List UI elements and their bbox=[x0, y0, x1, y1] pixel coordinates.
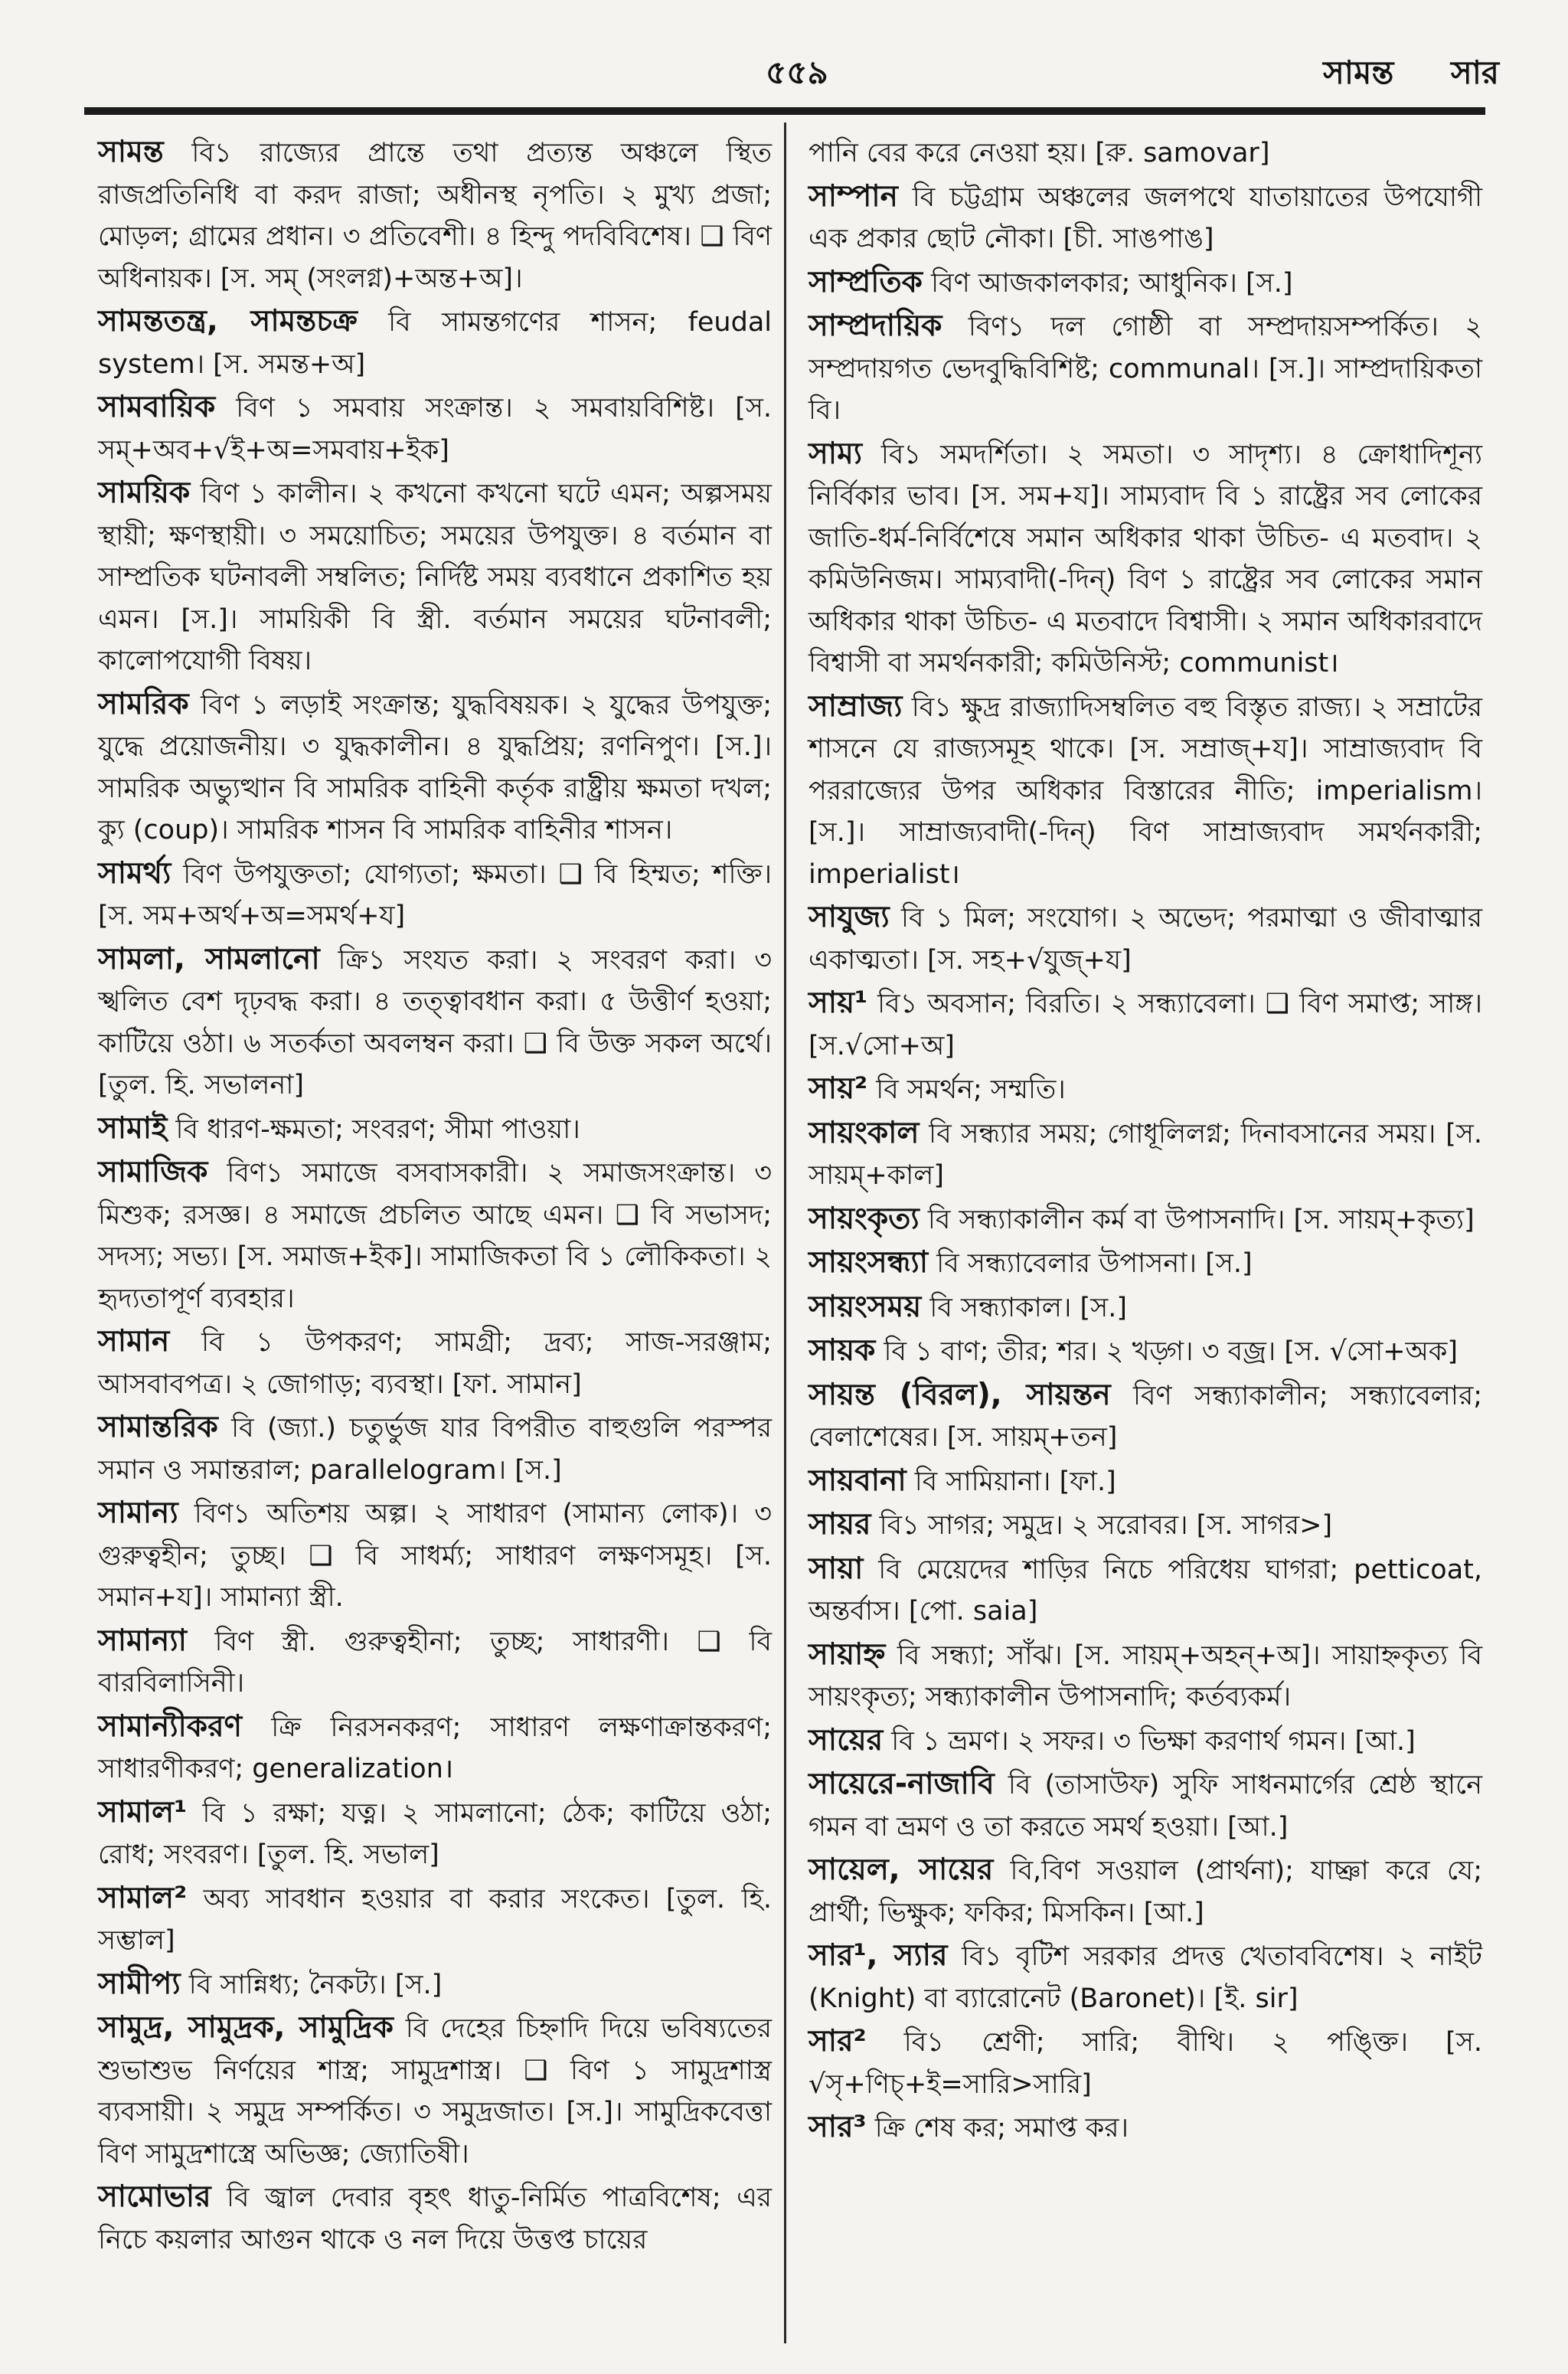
entry-headword: সার² bbox=[808, 2024, 867, 2058]
entry-headword: সার¹, স্যার bbox=[808, 1938, 948, 1973]
entry-headword: সায়েল, সায়ের bbox=[808, 1852, 994, 1887]
dictionary-entry bbox=[808, 433, 1482, 685]
entry-headword: সায়ন্ত (বিরল), সায়ন্তন bbox=[808, 1377, 1111, 1412]
entry-definition: বিণ১ দল গোষ্ঠী বা সম্প্রদায়সম্পর্কিত। ২ সম্প্রদায়গত ভেদবুদ্ধিবিশিষ্ট; communal। [স.]। সাম্প্রদায়িকতা বি। bbox=[808, 312, 1482, 426]
entry-definition: বি সন্ধ্যাকালীন কর্ম বা উপাসনাদি। [স. সায়ম্+কৃত্য] bbox=[919, 1204, 1475, 1235]
entry-definition: বিণ স্ত্রী. গুরুত্বহীনা; তুচ্ছ; সাধারণী। ❑ বি বারবিলাসিনী। bbox=[98, 1626, 772, 1699]
entry-definition: বি১ রাজ্যের প্রান্তে তথা প্রত্যন্ত অঞ্চলে স্থিত রাজপ্রতিনিধি বা করদ রাজা; অধীনস্থ নৃপতি। ২ মুখ্য প্রজা; মোড়ল; গ্রামের প্রধান। ৩ প্রতিবেশী। ৪ হিন্দু পদবিবিশেষ। ❑ বিণ অধিনায়ক। [স. সম্ (সংলগ্ন)+অন্ত+অ]। bbox=[98, 138, 772, 294]
entry-headword: সামলা, সামলানো bbox=[98, 941, 320, 976]
entry-headword: সায়ের bbox=[808, 1722, 884, 1758]
entry-headword: সামন্ত bbox=[98, 135, 164, 169]
dictionary-entry bbox=[98, 1321, 772, 1405]
entry-definition: বি সন্ধ্যা; সাঁঝ। [স. সায়ম্+অহন্+অ]। সায়াহ্নকৃত্য বি সায়ংকৃত্য; সন্ধ্যাকালীন উপাসনাদি; কর্তব্যকর্ম। bbox=[808, 1640, 1482, 1712]
dictionary-entry bbox=[808, 1242, 1482, 1285]
entry-headword: সায়া bbox=[808, 1551, 864, 1586]
entry-headword: সায়বানা bbox=[808, 1463, 906, 1498]
entry-headword: সাময়িক bbox=[98, 476, 191, 510]
entry-definition: বি (তাসাউফ) সুফি সাধনমার্গের শ্রেষ্ঠ স্থানে গমন বা ভ্রমণ ও তা করতে সমর্থ হওয়া। [আ.] bbox=[808, 1770, 1482, 1843]
dictionary-entry bbox=[98, 473, 772, 682]
page-header bbox=[0, 47, 1568, 101]
dictionary-entry bbox=[98, 1706, 772, 1790]
entry-definition: বি সন্ধ্যাকাল। [স.] bbox=[921, 1292, 1128, 1323]
entry-definition: বি১ ক্ষুদ্র রাজ্যাদিসম্বলিত বহু বিস্তৃত রাজ্য। ২ সম্রাটের শাসনে যে রাজ্যসমূহ থাকে। [স. সম্রাজ্+য]। সাম্রাজ্যবাদ বি পররাজ্যের উপর অধিকার বিস্তারের নীতি; imperialism। [স.]। সাম্রাজ্যবাদী(-দিন্) বিণ সাম্রাজ্যবাদ সমর্থনকারী; imperialist। bbox=[808, 692, 1482, 890]
entry-definition: ক্রি শেষ কর; সমাপ্ত কর। bbox=[866, 2113, 1129, 2143]
entry-headword: সামান্তরিক bbox=[98, 1410, 218, 1444]
header-rule bbox=[84, 107, 1485, 115]
entry-definition: বি১ অবসান; বিরতি। ২ সন্ধ্যাবেলা। ❑ বিণ সমাপ্ত; সাঙ্গ। [স.√সো+অ] bbox=[808, 989, 1482, 1061]
left-column bbox=[98, 132, 772, 2262]
entry-definition: বি১ সমদর্শিতা। ২ সমতা। ৩ সাদৃশ্য। ৪ ক্রোধাদিশূন্য নির্বিকার ভাব। [স. সম+য]। সাম্যবাদ বি ১ রাষ্ট্রের সব লোকের জাতি-ধর্ম-নির্বিশেষে সমান অধিকার থাকা উচিত- এ মতবাদ। ২ কমিউনিজম। সাম্যবাদী(-দিন্) বিণ ১ রাষ্ট্রের সব লোকের সমান অধিকার থাকা উচিত- এ মতবাদে বিশ্বাসী। ২ সমান অধিকারবাদে বিশ্বাসী বা সমর্থনকারী; কমিউনিস্ট; communist। bbox=[808, 439, 1482, 679]
entry-definition: বিণ ১ সমবায় সংক্রান্ত। ২ সমবায়বিশিষ্ট। [স. সম্+অব+√ই+অ=সমবায়+ইক] bbox=[98, 393, 772, 466]
entry-definition: বি১ শ্রেণী; সারি; বীথি। ২ পঙ্ক্তি। [স. √সৃ+ণিচ্+ই=সারি>সারি] bbox=[808, 2027, 1482, 2100]
entry-headword: সামর্থ্য bbox=[98, 855, 172, 891]
right-column bbox=[808, 132, 1482, 2151]
entry-headword: সায়² bbox=[808, 1071, 868, 1106]
dictionary-entry bbox=[808, 1113, 1482, 1197]
entry-headword: সাম্রাজ্য bbox=[808, 688, 903, 724]
entry-headword: সামাই bbox=[98, 1110, 168, 1146]
entry-headword: সামরিক bbox=[98, 686, 189, 721]
entry-definition: বিণ আজকালকার; আধুনিক। [স.] bbox=[922, 267, 1293, 299]
entry-headword: সামাল¹ bbox=[98, 1794, 188, 1830]
entry-definition: বি১ বৃটিশ সরকার প্রদত্ত খেতাববিশেষ। ২ নাইট (Knight) বা ব্যারোনেট (Baronet)। [ই. sir] bbox=[808, 1941, 1482, 2014]
entry-headword: সামান্য bbox=[98, 1496, 178, 1530]
entry-definition: বি ১ উপকরণ; সামগ্রী; দ্রব্য; সাজ-সরঞ্জাম; আসবাবপত্র। ২ জোগাড়; ব্যবস্থা। [ফা. সামান] bbox=[98, 1327, 772, 1400]
entry-definition: বি ১ ভ্রমণ। ২ সফর। ৩ ভিক্ষা করণার্থ গমন। [আ.] bbox=[883, 1725, 1416, 1757]
entry-definition: পানি বের করে নেওয়া হয়। [রু. samovar] bbox=[808, 138, 1270, 168]
entry-headword: সাযুজ্য bbox=[808, 900, 890, 934]
dictionary-entry bbox=[98, 1792, 772, 1876]
dictionary-entry bbox=[98, 1878, 772, 1962]
dictionary-entry bbox=[808, 262, 1482, 305]
dictionary-entry bbox=[808, 2107, 1482, 2150]
dictionary-entry bbox=[98, 132, 772, 299]
entry-definition: বিণ১ অতিশয় অল্প। ২ সাধারণ (সামান্য লোক)। ৩ গুরুত্বহীন; তুচ্ছ। ❑ বি সাধর্ম্য; সাধারণ লক্ষণসমূহ। [স. সমান+য]। সামান্যা স্ত্রী. bbox=[98, 1499, 772, 1613]
entry-definition: বি দেহের চিহ্নাদি দিয়ে ভবিষ্যতের শুভাশুভ নির্ণয়ের শাস্ত্র; সামুদ্রশাস্ত্র। ❑ বিণ ১ সামুদ্রশাস্ত্র ব্যবসায়ী। ২ সমুদ্র সম্পর্কিত। ৩ সমুদ্রজাত। [স.]। সামুদ্রিকবেত্তা বিণ সামুদ্রশাস্ত্রে অভিজ্ঞ; জ্যোতিষী। bbox=[98, 2013, 772, 2170]
entry-headword: সায়ংসন্ধ্যা bbox=[808, 1245, 929, 1280]
dictionary-entry bbox=[808, 1198, 1482, 1241]
dictionary-entry bbox=[98, 939, 772, 1107]
dictionary-entry bbox=[808, 1849, 1482, 1934]
dictionary-entry bbox=[808, 1330, 1482, 1373]
entry-definition: বি সান্নিধ্য; নৈকট্য। [স.] bbox=[180, 1969, 443, 2000]
column-divider bbox=[784, 123, 786, 2343]
entry-headword: সামান্যীকরণ bbox=[98, 1709, 243, 1744]
dictionary-entry bbox=[808, 176, 1482, 260]
guide-words: সামন্ত সার bbox=[1323, 54, 1499, 91]
dictionary-entry bbox=[808, 132, 1482, 175]
entry-definition: ক্রি১ সংযত করা। ২ সংবরণ করা। ৩ স্খলিত বেশ দৃঢ়বদ্ধ করা। ৪ তত্ত্বাবধান করা। ৫ উত্তীর্ণ হওয়া; কাটিয়ে ওঠা। ৬ সতর্কতা অবলম্বন করা। ❑ বি উক্ত সকল অর্থে। [তুল. হি. সভালনা] bbox=[98, 944, 772, 1100]
dictionary-entry bbox=[808, 1068, 1482, 1111]
entry-definition: বি ১ রক্ষা; যত্ন। ২ সামলানো; ঠেক; কাটিয়ে ওঠা; রোধ; সংবরণ। [তুল. হি. সভাল] bbox=[98, 1797, 772, 1870]
entry-definition: বি১ সাগর; সমুদ্র। ২ সরোবর। [স. সাগর>] bbox=[871, 1510, 1333, 1541]
entry-headword: সামবায়িক bbox=[98, 390, 216, 424]
entry-definition: বি ১ বাণ; তীর; শর। ২ খড়্গ। ৩ বজ্র। [স. √সো+অক] bbox=[875, 1336, 1459, 1367]
dictionary-entry bbox=[808, 1548, 1482, 1633]
entry-definition: বি জ্বাল দেবার বৃহৎ ধাতু-নির্মিত পাত্রবিশেষ; এর নিচে কয়লার আগুন থাকে ও নল দিয়ে উত্তপ্ত চায়ের bbox=[98, 2183, 772, 2255]
entry-headword: সায়¹ bbox=[808, 986, 868, 1020]
dictionary-entry bbox=[98, 684, 772, 852]
entry-definition: বি সন্ধ্যাবেলার উপাসনা। [স.] bbox=[928, 1248, 1253, 1279]
entry-definition: বি সামিয়ানা। [ফা.] bbox=[906, 1466, 1116, 1497]
entry-definition: বিণ সন্ধ্যাকালীন; সন্ধ্যাবেলার; বেলাশেষের। [স. সায়ম্+তন] bbox=[808, 1380, 1482, 1453]
entry-headword: সায়াহ্ন bbox=[808, 1637, 886, 1672]
dictionary-entry bbox=[808, 686, 1482, 896]
dictionary-entry bbox=[98, 1407, 772, 1491]
entry-headword: সার³ bbox=[808, 2110, 867, 2144]
entry-headword: সামাল² bbox=[98, 1880, 188, 1915]
entry-definition: বি (জ্যা.) চতুর্ভুজ যার বিপরীত বাহুগুলি পরস্পর সমান ও সমান্তরাল; parallelogram। [স.] bbox=[98, 1413, 772, 1486]
entry-headword: সায়ংকাল bbox=[808, 1115, 920, 1150]
entry-headword: সামুদ্র, সামুদ্রক, সামুদ্রিক bbox=[98, 2010, 394, 2045]
dictionary-entry bbox=[98, 2176, 772, 2261]
entry-definition: বিণ ১ লড়াই সংক্রান্ত; যুদ্ধবিষয়ক। ২ যুদ্ধের উপযুক্ত; যুদ্ধে প্রয়োজনীয়। ৩ যুদ্ধকালীন। ৪ যুদ্ধপ্রিয়; রণনিপুণ। [স.]। সামরিক অভ্যুত্থান বি সামরিক বাহিনী কর্তৃক রাষ্ট্রীয় ক্ষমতা দখল; ক্যু (coup)। সামরিক শাসন বি সামরিক বাহিনীর শাসন। bbox=[98, 689, 772, 845]
entry-definition: বি সামন্তগণের শাসন; feudal system। [স. সমন্ত+অ] bbox=[98, 307, 772, 380]
entry-definition: ক্রি নিরসনকরণ; সাধারণ লক্ষণাক্রান্তকরণ; সাধারণীকরণ; generalization। bbox=[98, 1712, 772, 1784]
dictionary-entry bbox=[808, 1720, 1482, 1763]
entry-headword: সায়েরে-নাজাবি bbox=[808, 1767, 995, 1801]
entry-definition: বি চট্টগ্রাম অঞ্চলের জলপথে যাতায়াতের উপযোগী এক প্রকার ছোট নৌকা। [চী. সাঙপাঙ] bbox=[808, 181, 1482, 254]
entry-headword: সায়ক bbox=[808, 1333, 876, 1368]
entry-headword: সামান্যা bbox=[98, 1623, 187, 1658]
entry-headword: সায়ংকৃত্য bbox=[808, 1201, 920, 1236]
dictionary-entry bbox=[98, 1493, 772, 1619]
dictionary-entry bbox=[808, 1935, 1482, 2019]
dictionary-entry bbox=[98, 301, 772, 385]
entry-headword: সায়ংসময় bbox=[808, 1289, 922, 1324]
entry-definition: বিণ ১ কালীন। ২ কখনো কখনো ঘটে এমন; অল্পসময় স্থায়ী; ক্ষণস্থায়ী। ৩ সময়োচিত; সময়ের উপযুক্ত। ৪ বর্তমান বা সাম্প্রতিক ঘটনাবলী সম্বলিত; নির্দিষ্ট সময় ব্যবধানে প্রকাশিত হয় এমন। [স.]। সাময়িকী বি স্ত্রী. বর্তমান সময়ের ঘটনাবলী; কালোপযোগী বিষয়। bbox=[98, 479, 772, 676]
dictionary-entry bbox=[98, 853, 772, 937]
dictionary-entry bbox=[808, 306, 1482, 432]
entry-definition: বি সন্ধ্যার সময়; গোধূলিলগ্ন; দিনাবসানের সময়। [স. সায়ম্+কাল] bbox=[808, 1118, 1482, 1191]
dictionary-entry bbox=[98, 2007, 772, 2175]
dictionary-entry bbox=[98, 1620, 772, 1705]
entry-definition: বি ১ মিল; সংযোগ। ২ অভেদ; পরমাত্মা ও জীবাত্মার একাত্মতা। [স. সহ+√যুজ্+য] bbox=[808, 903, 1482, 976]
dictionary-entry bbox=[98, 387, 772, 471]
entry-headword: সামন্ততন্ত্র, সামন্তচক্র bbox=[98, 304, 358, 338]
dictionary-entry bbox=[98, 1108, 772, 1151]
dictionary-entry bbox=[808, 2021, 1482, 2105]
entry-definition: বিণ১ সমাজে বসবাসকারী। ২ সমাজসংক্রান্ত। ৩ মিশুক; রসজ্ঞ। ৪ সমাজে প্রচলিত আছে এমন। ❑ বি সভাসদ; সদস্য; সভ্য। [স. সমাজ+ইক]। সামাজিকতা বি ১ লৌকিকতা। ২ হৃদ্যতাপূর্ণ ব্যবহার। bbox=[98, 1158, 772, 1314]
entry-headword: সাম্প্রতিক bbox=[808, 264, 923, 299]
entry-definition: বি,বিণ সওয়াল (প্রার্থনা); যাচ্ঞা করে যে; প্রার্থী; ভিক্ষুক; ফকির; মিসকিন। [আ.] bbox=[808, 1856, 1482, 1928]
entry-headword: সাম্য bbox=[808, 436, 863, 471]
entry-headword: সায়র bbox=[808, 1507, 871, 1542]
entry-headword: সামীপ্য bbox=[98, 1966, 181, 2001]
dictionary-entry bbox=[98, 1152, 772, 1319]
dictionary-entry bbox=[808, 1764, 1482, 1848]
dictionary-entry bbox=[808, 1634, 1482, 1718]
entry-headword: সামোভার bbox=[98, 2179, 211, 2214]
dictionary-entry bbox=[808, 983, 1482, 1067]
dictionary-entry bbox=[98, 1964, 772, 2006]
entry-headword: সাম্প্রদায়িক bbox=[808, 309, 942, 343]
dictionary-entry bbox=[808, 897, 1482, 981]
dictionary-entry bbox=[808, 1504, 1482, 1547]
entry-definition: বি সমর্থন; সম্মতি। bbox=[867, 1074, 1066, 1105]
entry-definition: অব্য সাবধান হওয়ার বা করার সংকেত। [তুল. হি. সম্ভাল] bbox=[98, 1883, 772, 1956]
entry-definition: বি মেয়েদের শাড়ির নিচে পরিধেয় ঘাগরা; petticoat, অন্তর্বাস। [পো. saia] bbox=[808, 1554, 1482, 1627]
entry-definition: বি ধারণ-ক্ষমতা; সংবরণ; সীমা পাওয়া। bbox=[167, 1113, 580, 1145]
entry-headword: সামান bbox=[98, 1324, 170, 1359]
entry-headword: সাম্পান bbox=[808, 178, 898, 214]
entry-definition: বিণ উপযুক্ততা; যোগ্যতা; ক্ষমতা। ❑ বি হিম্মত; শক্তি। [স. সম+অর্থ+অ=সমর্থ+য] bbox=[98, 858, 772, 931]
dictionary-entry bbox=[808, 1375, 1482, 1459]
entry-headword: সামাজিক bbox=[98, 1155, 208, 1189]
dictionary-entry bbox=[808, 1287, 1482, 1329]
page-number: ৫৫৯ bbox=[766, 54, 828, 91]
dictionary-entry bbox=[808, 1460, 1482, 1503]
